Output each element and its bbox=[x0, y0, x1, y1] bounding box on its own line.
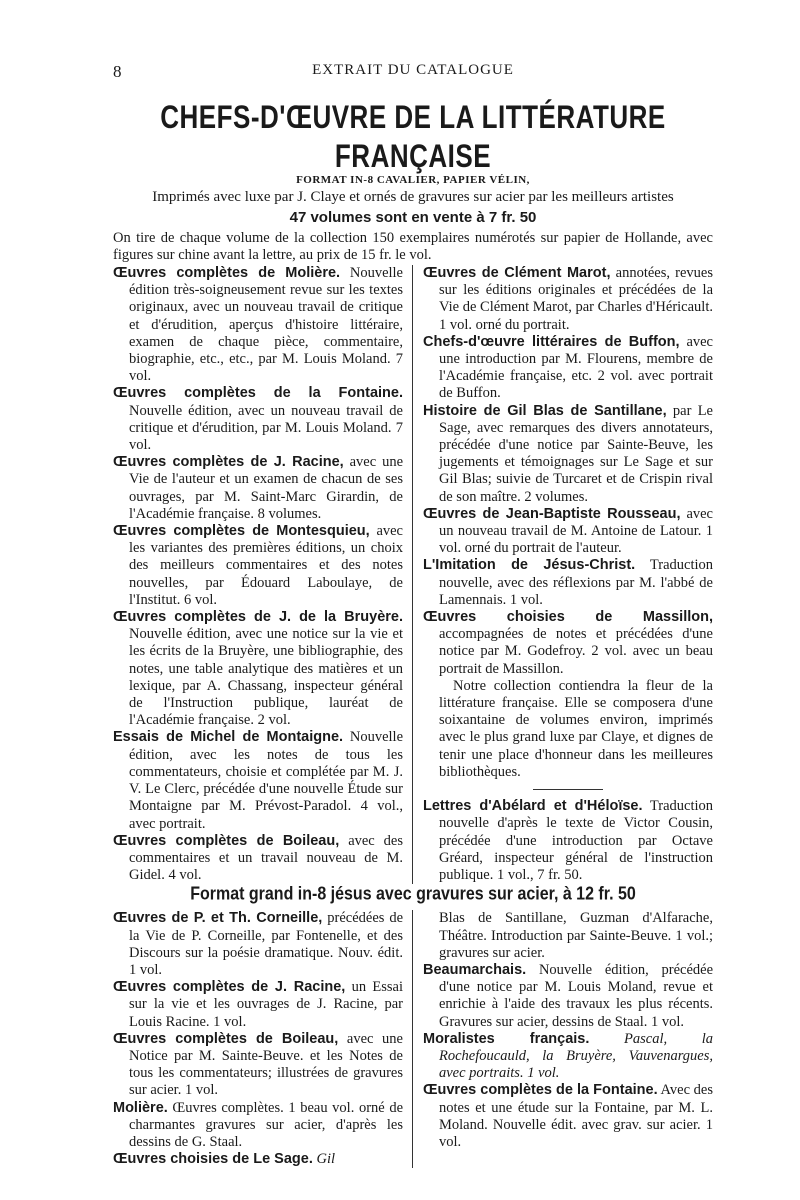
page-number: 8 bbox=[113, 62, 123, 81]
section2-right-column bbox=[413, 910, 713, 1168]
catalogue-entry: Œuvres complètes de Boileau, avec des commentaires et un travail nouveau de M. Gidel. 4 vol. bbox=[113, 832, 404, 884]
column-divider bbox=[412, 910, 413, 1168]
catalogue-entry: Œuvres complètes de Molière. Nouvelle édition très-soigneusement revue sur les textes originaux, avec un nouveau travail de critique et d'érudition, aperçus d'histoire littéraire, examen de chaque pièce, commentaire, biographie, etc., etc., par M. Louis Moland. 7 vol. bbox=[113, 265, 403, 385]
separator-rule bbox=[533, 789, 603, 790]
column-divider bbox=[412, 265, 413, 884]
catalogue-entry: L'Imitation de Jésus-Christ. Traduction nouvelle, avec des réflexions par M. l'abbé de Lamennais. 1 vol. bbox=[423, 557, 713, 608]
catalogue-entry: Œuvres complètes de la Fontaine. Avec des notes et une étude sur la Fontaine, par M. L. Moland. Nouvelle édit. avec grav. sur acier. 1 vol. bbox=[423, 1082, 713, 1150]
catalogue-entry: Œuvres complètes de J. de la Bruyère. Nouvelle édition, avec une notice sur la vie et les écrits de la Bruyère, une bibliographie, des notes, une table analytique des matières et un lexique, par A. Chassang, inspecteur général de l'Instruction publique, lauréat de l'Académie française. 2 vol. bbox=[113, 609, 403, 729]
imprimes-line: Imprimés avec luxe par J. Claye et ornés de gravures sur acier par les meilleurs artistes bbox=[152, 189, 674, 205]
format2-heading: Format grand in-8 jésus avec gravures sur acier, à 12 fr. 50 bbox=[190, 884, 636, 905]
section2-columns bbox=[113, 910, 713, 1168]
catalogue-entry: Essais de Michel de Montaigne. Nouvelle édition, avec les notes de tous les commentateurs, choisie et complétée par M. J. V. Le Clerc, précédée d'une nouvelle Étude sur Montaigne par M. Prévost-Paradol. 4 vol., avec portrait. bbox=[113, 729, 404, 832]
edition-note: On tire de chaque volume de la collection 150 exemplaires numérotés sur papier de Hollande, avec figures sur chine avant la lettre, au prix de 15 fr. le vol. bbox=[113, 230, 713, 263]
catalogue-entry: Œuvres complètes de Boileau, avec une Notice par M. Sainte-Beuve. et les Notes de tous les commentateurs; illustrées de gravures sur acier. 1 vol. bbox=[113, 1030, 403, 1099]
section1-right-column bbox=[413, 265, 713, 884]
format-line: FORMAT IN-8 CAVALIER, PAPIER VÉLIN, bbox=[296, 174, 530, 186]
collection-note: Notre collection contiendra la fleur de la littérature française. Elle se composera d'une soixantaine de volumes environ, imprimés avec le plus grand luxe par Claye, et dignes de tenir une place d'honneur dans les meilleures bibliothèques. bbox=[439, 677, 713, 780]
catalogue-entry: Lettres d'Abélard et d'Héloïse. Traduction nouvelle d'après le texte de Victor Cousin, précédée d'une introduction par Octave Gréard, inspecteur général de l'instruction publique. 1 vol., 7 fr. 50. bbox=[423, 798, 713, 883]
section1-left-column bbox=[113, 265, 413, 884]
catalogue-entry: Œuvres de P. et Th. Corneille, précédées de la Vie de P. Corneille, par Fontenelle, et des Discours sur la poésie dramatique. Nouv. édit. 1 vol. bbox=[113, 910, 404, 978]
catalogue-entry: Œuvres complètes de la Fontaine. Nouvelle édition, avec un nouveau travail de critique et d'érudition, par M. Louis Moland. 7 vol. bbox=[113, 385, 403, 454]
catalogue-entry: Œuvres choisies de Le Sage. Gil bbox=[113, 1151, 336, 1168]
running-header bbox=[113, 58, 713, 84]
catalogue-entry: Beaumarchais. Nouvelle édition, précédée d'une notice par M. Louis Moland, revue et enrichie à l'aide des travaux les plus récents. Gravures sur acier, dessins de Staal. 1 vol. bbox=[423, 961, 714, 1030]
section1-columns bbox=[113, 265, 713, 884]
catalogue-entry-continued: Blas de Santillane, Guzman d'Alfarache, Théâtre. Introduction par Sainte-Beuve. 1 vol.; gravures sur acier. bbox=[439, 910, 713, 961]
catalogue-entry: Œuvres complètes de J. Racine, avec une Vie de l'auteur et un examen de chacun de ses ouvrages, par M. Saint-Marc Girardin, de l'Académie française. 8 volumes. bbox=[113, 454, 404, 522]
catalogue-entry: Œuvres choisies de Massillon, accompagnées de notes et précédées d'une notice par M. Godefroy. 2 vol. avec un beau portrait de Massillon. bbox=[423, 609, 713, 677]
catalogue-entry: Histoire de Gil Blas de Santillane, par Le Sage, avec remarques des divers annotateurs, précédée d'une notice par Sainte-Beuve, les jugements et témoignages sur Le Sage et sur Gil Blas; suivie de Turcaret et de Crispin rival de son maître. 2 volumes. bbox=[423, 402, 713, 505]
catalogue-entry: Chefs-d'œuvre littéraires de Buffon, avec une introduction par M. Flourens, membre de l'Académie française, etc. 2 vol. avec portrait de Buffon. bbox=[423, 333, 713, 402]
catalogue-entry: Œuvres de Jean-Baptiste Rousseau, avec un nouveau travail de M. Antoine de Latour. 1 vol. orné du portrait de l'auteur. bbox=[423, 505, 713, 557]
section2-left-column bbox=[113, 910, 413, 1168]
catalogue-page bbox=[113, 58, 713, 1168]
catalogue-entry: Moralistes français. Pascal, la Rochefoucauld, la Bruyère, Vauvenargues, avec portraits. 1 vol. bbox=[423, 1030, 713, 1082]
page-title: CHEFS-D'ŒUVRE DE LA LITTÉRATURE FRANÇAISE bbox=[160, 98, 666, 175]
price-line: 47 volumes sont en vente à 7 fr. 50 bbox=[289, 209, 537, 226]
catalogue-entry: Œuvres complètes de J. Racine, un Essai sur la vie et les ouvrages de J. Racine, par Louis Racine. 1 vol. bbox=[113, 979, 404, 1030]
catalogue-entry: Œuvres complètes de Montesquieu, avec les variantes des premières éditions, un choix des meilleurs commentaires et des notes nouvelles, par Édouard Laboulaye, de l'Institut. 6 vol. bbox=[113, 523, 403, 608]
catalogue-entry: Molière. Œuvres complètes. 1 beau vol. orné de charmantes gravures sur acier, d'après les dessins de G. Staal. bbox=[113, 1099, 403, 1150]
running-title: EXTRAIT DU CATALOGUE bbox=[312, 62, 514, 78]
catalogue-entry: Œuvres de Clément Marot, annotées, revues sur les éditions originales et précédées de la Vie de Clément Marot, par Charles d'Héricault. 1 vol. orné du portrait. bbox=[423, 265, 713, 333]
